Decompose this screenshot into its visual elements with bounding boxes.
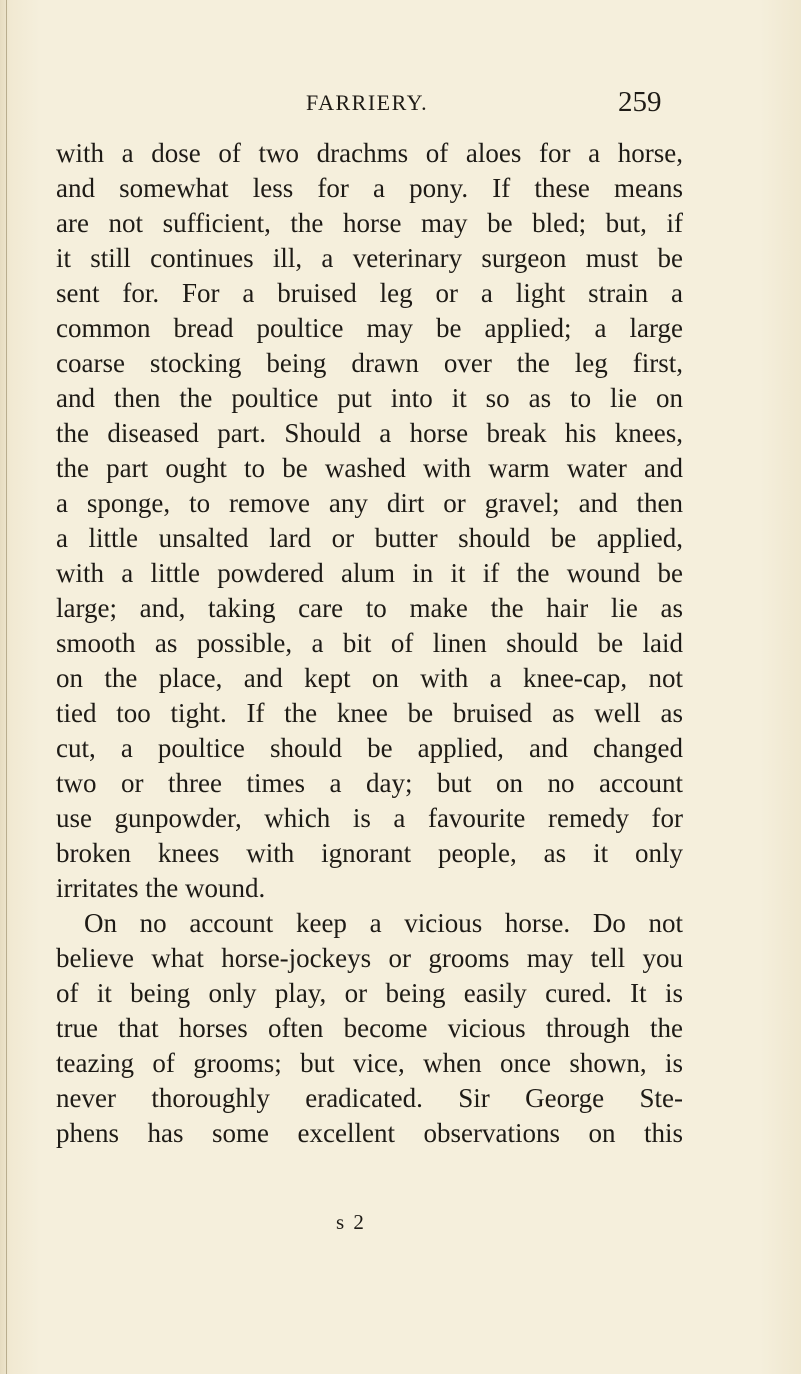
paragraph-start-line: On no account keep a vicious horse. Do not: [84, 908, 683, 938]
page-number: 259: [618, 86, 662, 118]
text-line: large; and, taking care to make the hair lie as: [56, 593, 683, 623]
text-line: the diseased part. Should a horse break his knees,: [56, 418, 683, 448]
running-head: [0, 86, 801, 126]
text-line: coarse stocking being drawn over the leg first,: [56, 348, 683, 378]
text-line: with a little powdered alum in it if the wound be: [56, 558, 683, 588]
text-line: use gunpowder, which is a favourite remedy for: [56, 803, 683, 833]
text-line: of it being only play, or being easily cured. It is: [56, 978, 683, 1008]
text-line: broken knees with ignorant people, as it only: [56, 838, 683, 868]
text-line: and then the poultice put into it so as to lie on: [56, 383, 683, 413]
text-line: cut, a poultice should be applied, and changed: [56, 733, 683, 763]
text-line: tied too tight. If the knee be bruised as well as: [56, 698, 683, 728]
text-line: are not sufficient, the horse may be bled; but, if: [56, 208, 683, 238]
text-line: on the place, and kept on with a knee-cap, not: [56, 663, 683, 693]
text-line: never thoroughly eradicated. Sir George Ste-: [56, 1083, 683, 1113]
text-line: true that horses often become vicious through the: [56, 1013, 683, 1043]
paragraph-end-line: irritates the wound.: [56, 873, 266, 903]
running-head-title: FARRIERY.: [306, 90, 429, 115]
text-line: smooth as possible, a bit of linen should be laid: [56, 628, 683, 658]
body-text: [56, 136, 683, 1151]
text-line: with a dose of two drachms of aloes for a horse,: [56, 138, 683, 168]
text-line: and somewhat less for a pony. If these means: [56, 173, 683, 203]
text-line: the part ought to be washed with warm water and: [56, 453, 683, 483]
text-line: common bread poultice may be applied; a large: [56, 313, 683, 343]
text-line: believe what horse-jockeys or grooms may tell you: [56, 943, 683, 973]
text-line: it still continues ill, a veterinary surgeon must be: [56, 243, 683, 273]
text-line: teazing of grooms; but vice, when once shown, is: [56, 1048, 683, 1078]
text-line: a sponge, to remove any dirt or gravel; and then: [56, 488, 683, 518]
text-line: sent for. For a bruised leg or a light strain a: [56, 278, 683, 308]
text-line: a little unsalted lard or butter should be applied,: [56, 523, 683, 553]
text-line: two or three times a day; but on no account: [56, 768, 683, 798]
signature-mark: s 2: [336, 1210, 366, 1234]
text-line: phens has some excellent observations on this: [56, 1118, 683, 1148]
page-edge-shadow: [6, 0, 7, 1374]
